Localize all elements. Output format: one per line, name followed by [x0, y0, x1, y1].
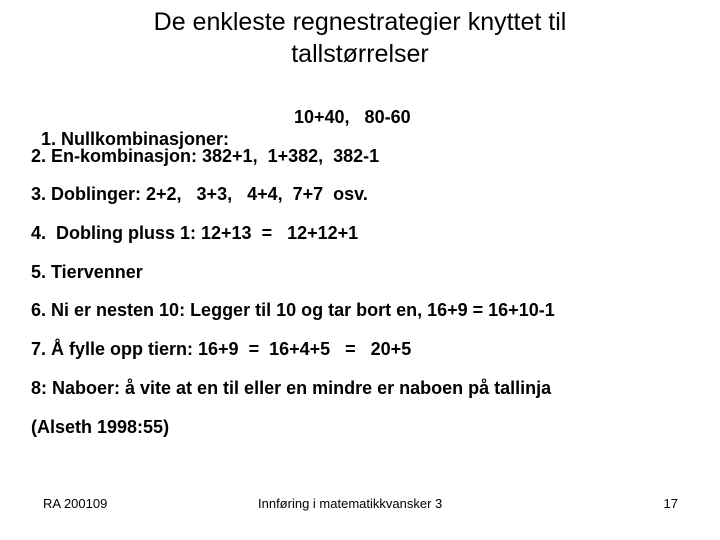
list-item-label: 1. Nullkombinasjoner: — [41, 129, 230, 149]
list-item-neighbours: 8: Naboer: å vite at en til eller en mindre er naboen på tallinja — [31, 378, 552, 398]
slide-title-line-1: De enkleste regnestrategier knyttet til — [153, 8, 567, 36]
list-item-one-combination: 2. En-kombinasjon: 382+1, 1+382, 382-1 — [31, 146, 380, 166]
slide-title-line-2: tallstørrelser — [291, 40, 429, 68]
list-item-double-plus-one: 4. Dobling pluss 1: 12+13 = 12+12+1 — [31, 223, 359, 243]
footer-page-number: 17 — [663, 496, 678, 511]
list-item-ten-friends: 5. Tiervenner — [31, 262, 143, 282]
list-item-doubles: 3. Doblinger: 2+2, 3+3, 4+4, 7+7 osv. — [31, 184, 368, 204]
citation: (Alseth 1998:55) — [31, 417, 170, 437]
list-item-fill-up-ten: 7. Å fylle opp tiern: 16+9 = 16+4+5 = 20+5 — [31, 339, 412, 359]
list-item-nine-almost-ten: 6. Ni er nesten 10: Legger til 10 og tar bort en, 16+9 = 16+10-1 — [31, 300, 555, 320]
slide-title — [60, 6, 660, 70]
footer-course-title: Innføring i matematikkvansker 3 — [258, 496, 443, 511]
list-item-values: 10+40, 80-60 — [294, 107, 411, 127]
footer-date-code: RA 200109 — [43, 496, 108, 511]
